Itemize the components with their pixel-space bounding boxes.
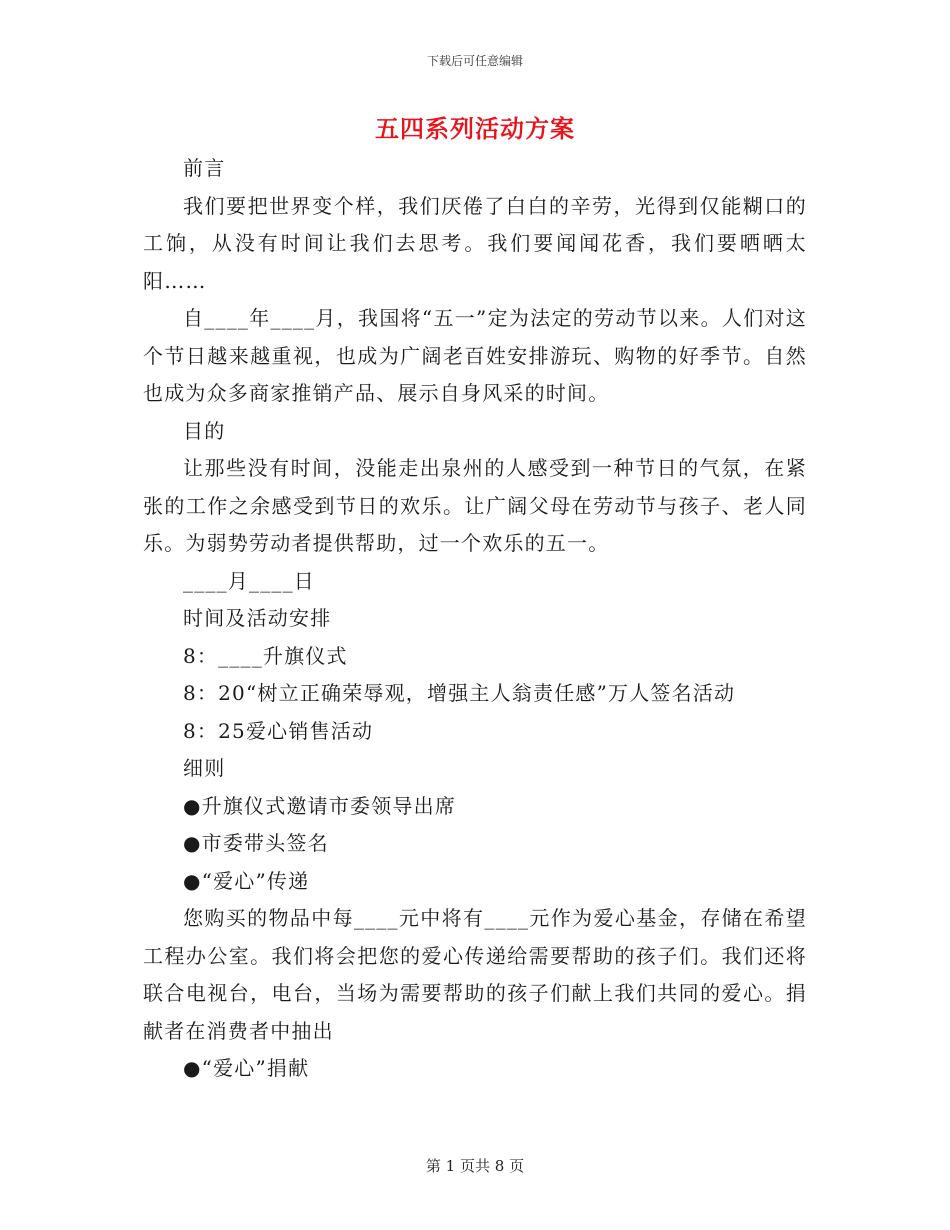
- paragraph-purpose: 让那些没有时间，没能走出泉州的人感受到一种节日的气氛，在紧张的工作之余感受到节日的欢乐。让广阔父母在劳动节与孩子、老人同乐。为弱势劳动者提供帮助，过一个欢乐的五一。: [143, 456, 807, 555]
- paragraph-donation: 您购买的物品中每____元中将有____元作为爱心基金，存储在希望工程办公室。我们将会把您的爱心传递给需要帮助的孩子们。我们还将联合电视台，电台，当场为需要帮助的孩子们献上我们共同的爱心。捐献者在消费者中抽出: [143, 906, 807, 1043]
- bullet-item: ●“爱心”捐献: [183, 1056, 310, 1080]
- page-number: 第 1 页共 8 页: [425, 1157, 525, 1175]
- bullet-item: ●市委带头签名: [183, 831, 329, 855]
- section-heading-details: 细则: [183, 756, 226, 780]
- paragraph-preface-quote: 我们要把世界变个样，我们厌倦了白白的辛劳，光得到仅能糊口的工饷，从没有时间让我们去思考。我们要闻闻花香，我们要晒晒太阳……: [143, 193, 807, 293]
- section-heading-schedule: 时间及活动安排: [183, 606, 332, 630]
- schedule-item: 8：____升旗仪式: [183, 643, 348, 668]
- bullet-item: ●升旗仪式邀请市委领导出席: [183, 793, 457, 818]
- schedule-item: 8：25爱心销售活动: [183, 718, 374, 743]
- section-heading-purpose: 目的: [183, 418, 226, 443]
- bullet-item: ●“爱心”传递: [183, 868, 310, 893]
- paragraph-background: 自____年____月，我国将“五一”定为法定的劳动节以来。人们对这个节日越来越重视，也成为广阔老百姓安排游玩、购物的好季节。自然也成为众多商家推销产品、展示自身风采的时间。: [143, 306, 807, 405]
- schedule-item: 8：20“树立正确荣辱观，增强主人翁责任感”万人签名活动: [183, 681, 736, 705]
- document-title: 五四系列活动方案: [375, 114, 575, 143]
- section-heading-preface: 前言: [183, 156, 226, 180]
- date-line: ____月____日: [183, 568, 315, 593]
- document-body: [143, 150, 807, 1088]
- page-header-note: 下载后可任意编辑: [426, 54, 523, 68]
